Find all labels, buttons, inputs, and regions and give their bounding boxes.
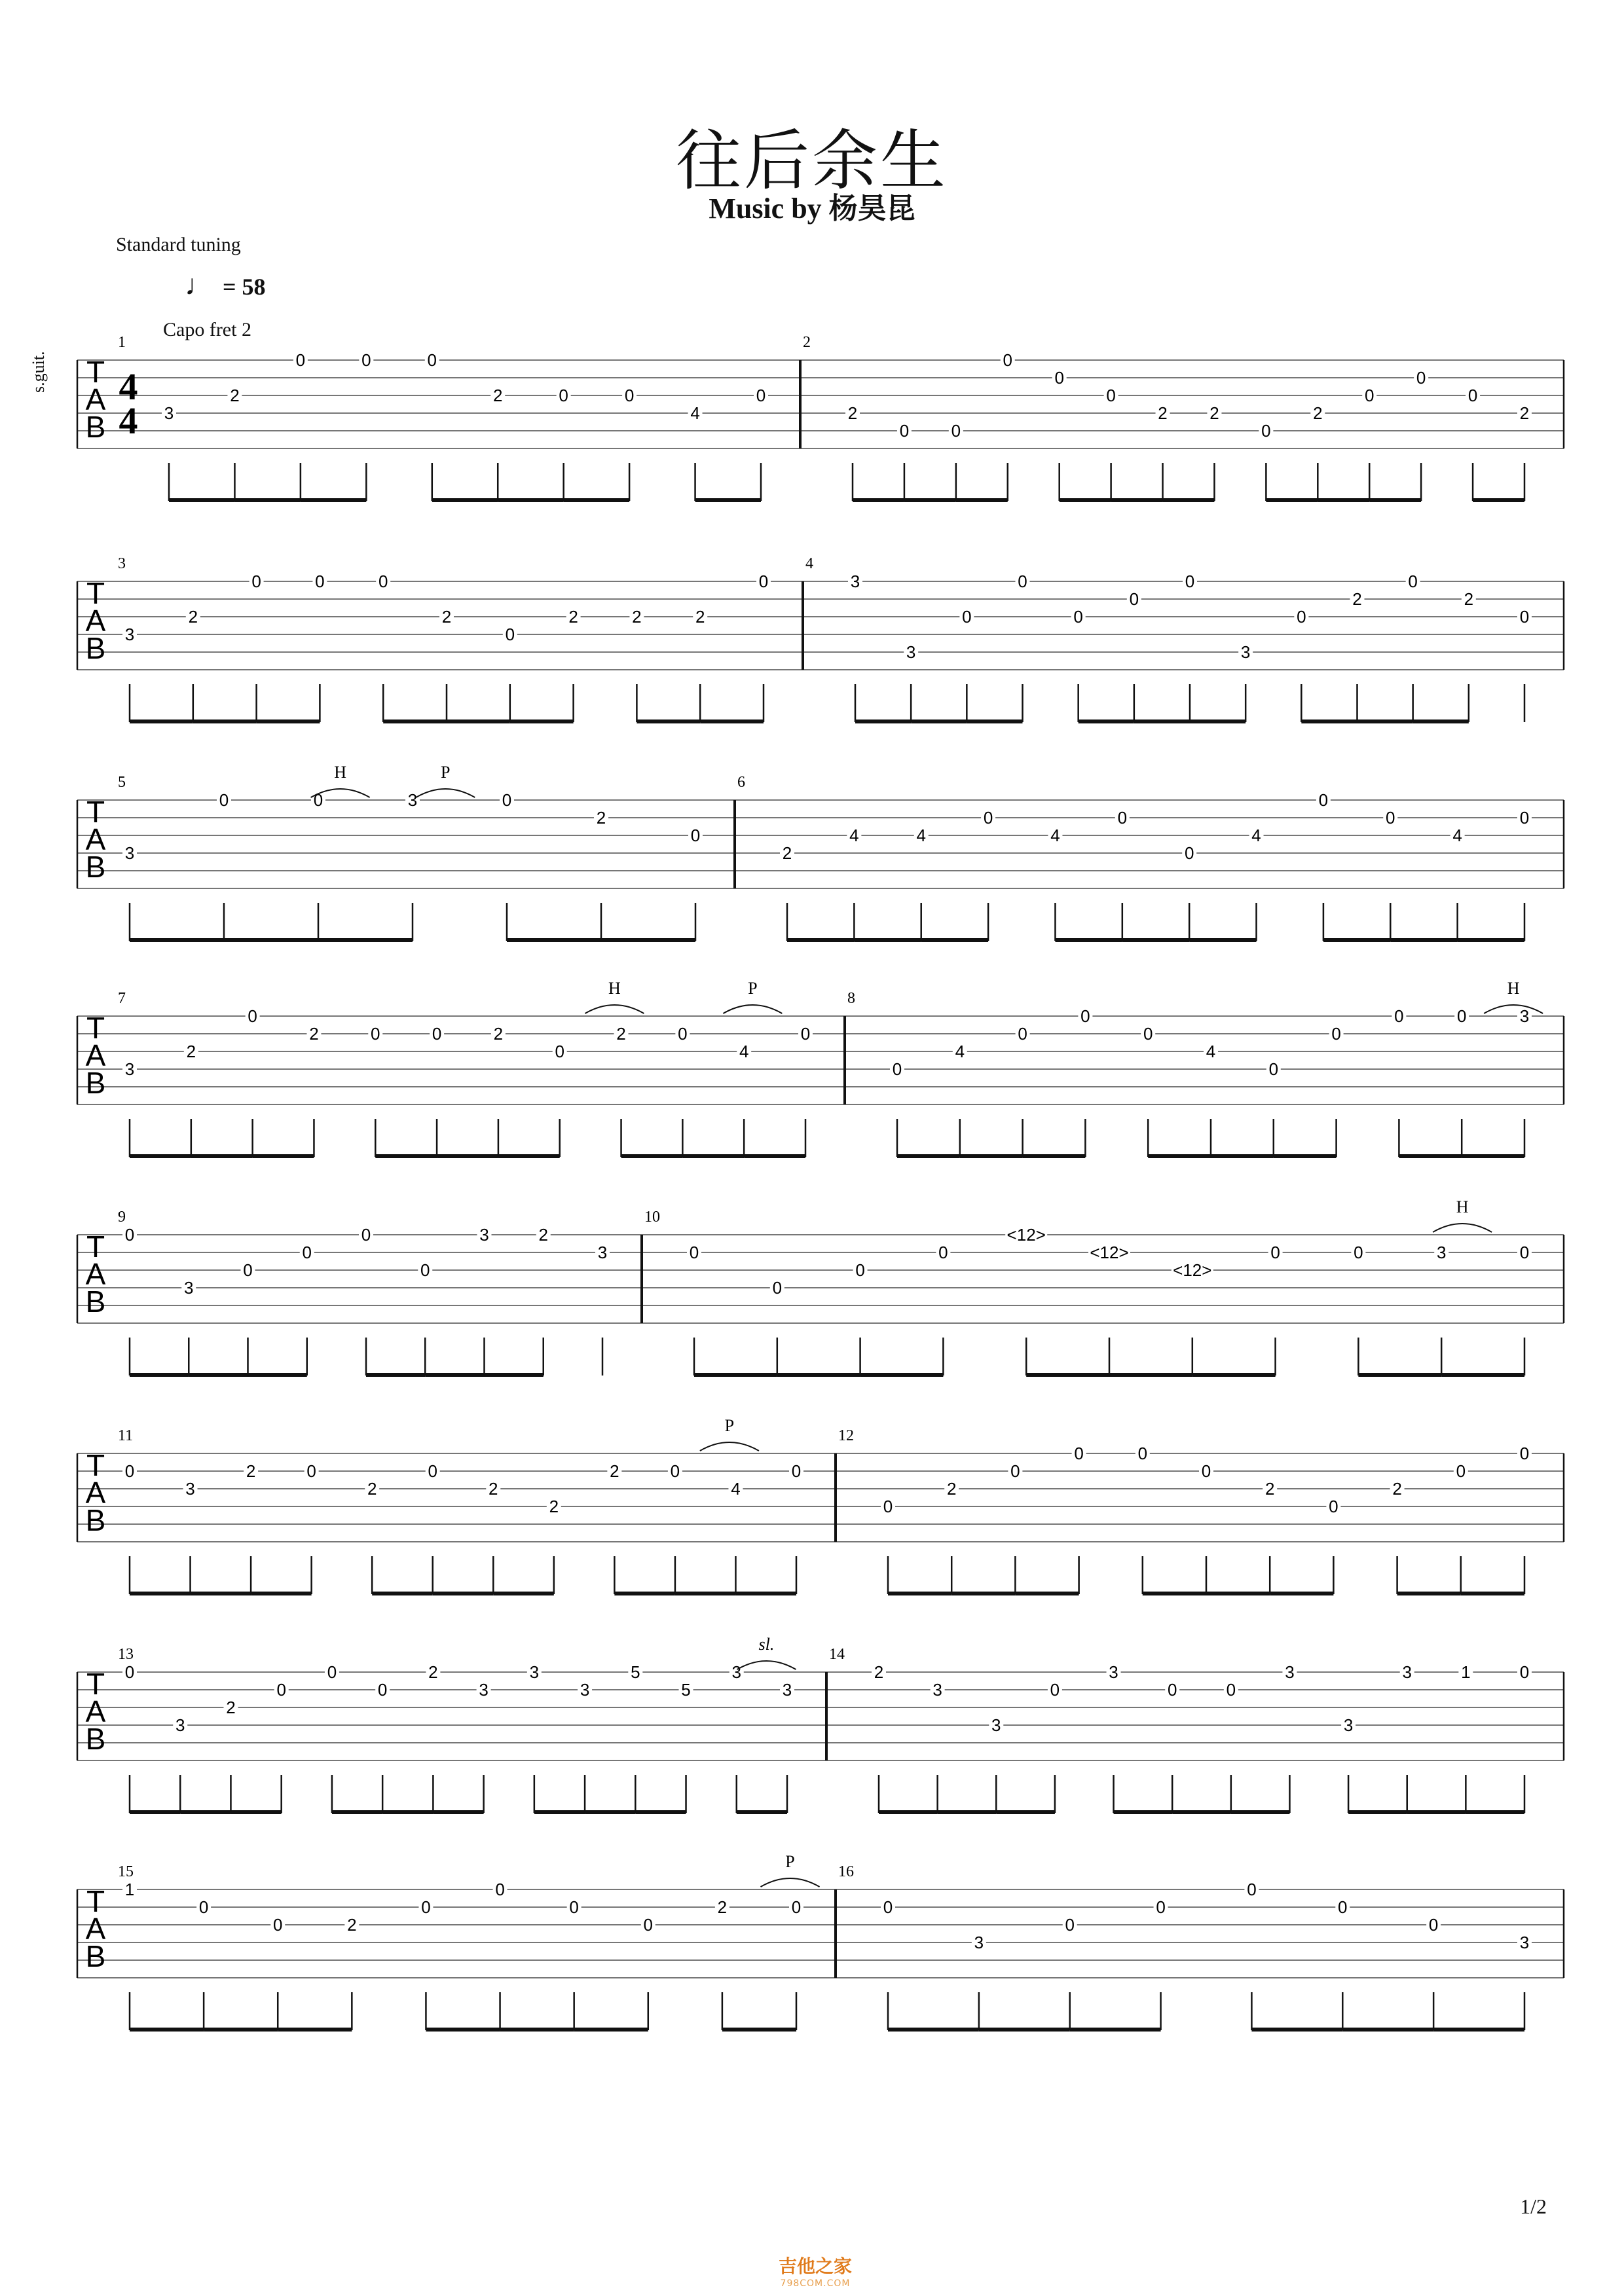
fret-number: 2 [428, 1662, 438, 1682]
fret-number: 0 [1428, 1915, 1439, 1935]
fret-number: 0 [272, 1915, 283, 1935]
fret-number: 0 [1268, 1059, 1279, 1079]
measure-number: 1 [118, 334, 126, 351]
fret-number: 2 [246, 1461, 256, 1481]
fret-number: 0 [962, 607, 972, 627]
fret-number: 3 [124, 843, 135, 863]
fret-number: 0 [1394, 1006, 1404, 1026]
fret-number: 3 [1109, 1662, 1118, 1682]
fret-number: 0 [219, 790, 229, 810]
fret-number: 4 [1206, 1042, 1216, 1061]
fret-number: 0 [1354, 1243, 1363, 1262]
fret-number: 3 [124, 1059, 135, 1079]
measure-number: 3 [118, 555, 126, 572]
technique-marker: H [334, 763, 346, 782]
slur-arc [723, 1005, 782, 1013]
tab-clef-letter: A [85, 1476, 106, 1510]
fret-number: 0 [495, 1880, 505, 1899]
fret-number: 3 [906, 642, 916, 662]
fret-number: 0 [1201, 1461, 1211, 1481]
tab-clef-letter: T [86, 355, 105, 389]
fret-number: 3 [731, 1662, 742, 1682]
fret-number: 2 [489, 1479, 498, 1499]
fret-number: 0 [1018, 1024, 1027, 1044]
fret-number: 3 [597, 1243, 608, 1262]
watermark-subtext: 798COM.COM [780, 2278, 851, 2289]
tab-clef-letter: B [85, 1066, 106, 1100]
fret-number: 0 [951, 421, 961, 441]
fret-number: 0 [313, 790, 323, 810]
tab-clef-letter: A [85, 822, 106, 856]
fret-number: 2 [1519, 403, 1530, 423]
time-signature-digit: 4 [119, 365, 138, 408]
fret-number: 0 [1003, 350, 1013, 370]
fret-number: 2 [309, 1024, 319, 1044]
fret-number: 2 [226, 1698, 236, 1717]
technique-marker: sl. [758, 1635, 775, 1654]
fret-number: 3 [1402, 1662, 1412, 1682]
fret-number: 2 [847, 403, 858, 423]
fret-number: 0 [1329, 1497, 1338, 1516]
fret-number: <12> [1173, 1260, 1212, 1280]
fret-number: 0 [1137, 1444, 1148, 1463]
fret-number: 0 [306, 1461, 316, 1481]
watermark-logo [766, 2252, 864, 2289]
fret-number: 3 [184, 1278, 194, 1298]
tab-clef-letter: B [85, 1503, 106, 1537]
fret-number: 2 [1264, 1479, 1275, 1499]
fret-number: 3 [1285, 1662, 1295, 1682]
measure-number: 4 [805, 555, 813, 572]
fret-number: 0 [1184, 843, 1194, 863]
tab-clef-letter: A [85, 1694, 106, 1728]
fret-number: 3 [580, 1680, 590, 1700]
fret-number: 2 [632, 607, 642, 627]
fret-number: 4 [739, 1042, 749, 1061]
fret-number: 3 [529, 1662, 540, 1682]
fret-number: 0 [983, 808, 993, 828]
fret-number: 0 [420, 1260, 430, 1280]
tab-clef-letter: T [86, 1011, 105, 1045]
fret-number: 5 [681, 1680, 691, 1700]
fret-number: 0 [251, 572, 261, 591]
measure-number: 10 [644, 1209, 660, 1226]
fret-number: 0 [1065, 1915, 1075, 1935]
fret-number: 3 [175, 1715, 185, 1735]
fret-number: 0 [1519, 607, 1530, 627]
tab-clef-letter: A [85, 604, 106, 638]
fret-number: 2 [347, 1915, 357, 1935]
fret-number: 0 [377, 1680, 388, 1700]
fret-number: 0 [1185, 572, 1195, 591]
fret-number: 0 [1364, 386, 1375, 405]
fret-number: 0 [772, 1278, 783, 1298]
fret-number: 3 [164, 403, 174, 423]
fret-number: 0 [1143, 1024, 1153, 1044]
fret-number: 0 [938, 1243, 948, 1262]
measure-number: 8 [847, 990, 855, 1007]
fret-number: 2 [596, 808, 606, 828]
fret-number: <12> [1090, 1243, 1129, 1262]
fret-number: 2 [549, 1497, 559, 1516]
fret-number: 0 [1156, 1897, 1166, 1917]
quarter-note-icon: ♩ [185, 269, 213, 301]
fret-number: 3 [124, 625, 135, 644]
fret-number: 4 [955, 1042, 965, 1061]
fret-number: 2 [874, 1662, 884, 1682]
fret-number: 0 [1519, 808, 1530, 828]
fret-number: 4 [1050, 826, 1060, 845]
tab-clef-letter: B [85, 631, 106, 665]
measure-number: 12 [838, 1427, 854, 1444]
fret-number: 0 [198, 1897, 209, 1917]
fret-number: 2 [492, 386, 503, 405]
fret-number: 0 [892, 1059, 902, 1079]
tab-clef-letter: T [86, 1230, 105, 1264]
tab-clef-letter: B [85, 850, 106, 884]
tab-clef-letter: T [86, 1884, 105, 1918]
tab-clef-letter: A [85, 1038, 106, 1072]
composer-credit: Music by 杨昊昆 [709, 192, 915, 225]
fret-number: 0 [302, 1243, 312, 1262]
fret-number: 0 [1117, 808, 1128, 828]
tab-clef-letter: B [85, 1722, 106, 1756]
tab-clef-letter: T [86, 576, 105, 610]
measure-number: 11 [118, 1427, 134, 1444]
fret-number: 2 [230, 386, 240, 405]
technique-marker: P [724, 1416, 735, 1435]
fret-number: 0 [1073, 607, 1083, 627]
fret-number: 0 [689, 1243, 699, 1262]
capo-label: Capo fret 2 [163, 319, 251, 340]
tab-clef-letter: A [85, 1257, 106, 1291]
fret-number: 0 [1519, 1444, 1530, 1463]
technique-marker: H [1456, 1197, 1469, 1216]
fret-number: 0 [124, 1225, 135, 1245]
fret-number: 0 [295, 350, 306, 370]
fret-number: 2 [1158, 403, 1168, 423]
fret-number: 4 [849, 826, 859, 845]
fret-number: 0 [1456, 1461, 1466, 1481]
instrument-label: s.guit. [29, 351, 48, 393]
fret-number: 2 [367, 1479, 377, 1499]
fret-number: 2 [493, 1024, 504, 1044]
fret-number: 0 [1318, 790, 1329, 810]
fret-number: 3 [932, 1680, 942, 1700]
page-number: 1/2 [1520, 2195, 1547, 2218]
fret-number: 0 [1129, 589, 1139, 609]
fret-number: 2 [441, 607, 452, 627]
fret-number: 0 [421, 1897, 431, 1917]
fret-number: 0 [1467, 386, 1478, 405]
tab-clef-letter: T [86, 1448, 105, 1482]
fret-number: 3 [991, 1715, 1001, 1735]
fret-number: 0 [1270, 1243, 1280, 1262]
slur-arc [585, 1005, 644, 1013]
fret-number: 0 [690, 826, 701, 845]
technique-marker: P [785, 1852, 795, 1871]
fret-number: 2 [186, 1042, 196, 1061]
tab-clef-letter: T [86, 1667, 105, 1701]
fret-number: 2 [538, 1225, 548, 1245]
slur-arc [416, 789, 475, 797]
fret-number: 0 [1054, 368, 1064, 388]
measure-number: 7 [118, 990, 126, 1007]
fret-number: 3 [1343, 1715, 1354, 1735]
tempo-value: = 58 [223, 274, 266, 300]
fret-number: 0 [1331, 1024, 1341, 1044]
fret-number: 0 [899, 421, 910, 441]
technique-marker: H [1507, 979, 1520, 998]
fret-number: 0 [1261, 421, 1271, 441]
fret-number: 3 [479, 1680, 489, 1700]
fret-number: 3 [850, 572, 860, 591]
fret-number: 4 [731, 1479, 741, 1499]
slur-arc [1433, 1224, 1492, 1232]
fret-number: 4 [1251, 826, 1261, 845]
fret-number: 0 [883, 1897, 893, 1917]
fret-number: 0 [1074, 1444, 1084, 1463]
fret-number: 2 [782, 843, 792, 863]
fret-number: 4 [690, 403, 700, 423]
fret-number: 0 [432, 1024, 442, 1044]
fret-number: 2 [1392, 1479, 1402, 1499]
fret-number: 0 [371, 1024, 380, 1044]
fret-number: 0 [1226, 1680, 1236, 1700]
fret-number: 0 [1106, 386, 1116, 405]
fret-number: 0 [791, 1897, 802, 1917]
measure-number: 14 [829, 1646, 845, 1663]
fret-number: 0 [559, 386, 568, 405]
fret-number: 0 [276, 1680, 286, 1700]
fret-number: 0 [1416, 368, 1426, 388]
fret-number: 0 [791, 1461, 802, 1481]
measure-number: 6 [737, 774, 745, 791]
fret-number: 0 [502, 790, 512, 810]
measure-number: 2 [803, 334, 811, 351]
technique-marker: P [441, 763, 451, 782]
fret-number: 0 [756, 386, 766, 405]
fret-number: 2 [1464, 589, 1474, 609]
fret-number: 4 [1452, 826, 1462, 845]
fret-number: 0 [361, 350, 371, 370]
fret-number: 0 [1050, 1680, 1060, 1700]
measure-number: 9 [118, 1209, 126, 1226]
fret-number: 5 [631, 1662, 640, 1682]
fret-number: 0 [361, 1225, 371, 1245]
fret-number: 2 [1209, 403, 1219, 423]
fret-number: 2 [568, 607, 578, 627]
fret-number: 0 [800, 1024, 811, 1044]
tuning-label: Standard tuning [116, 234, 241, 255]
fret-number: 3 [185, 1479, 195, 1499]
fret-number: 0 [427, 350, 437, 370]
fret-number: 1 [124, 1880, 135, 1899]
fret-number: 2 [946, 1479, 957, 1499]
fret-number: 3 [1519, 1006, 1530, 1026]
fret-number: 0 [555, 1042, 564, 1061]
fret-number: <12> [1006, 1225, 1046, 1245]
fret-number: 2 [610, 1461, 619, 1481]
fret-number: 0 [315, 572, 325, 591]
fret-number: 0 [1297, 607, 1306, 627]
fret-number: 3 [1519, 1933, 1530, 1952]
fret-number: 0 [758, 572, 769, 591]
fret-number: 0 [1167, 1680, 1177, 1700]
fret-number: 4 [916, 826, 926, 845]
fret-number: 0 [678, 1024, 688, 1044]
tab-clef-letter: T [86, 795, 105, 829]
fret-number: 1 [1461, 1662, 1471, 1682]
time-signature-digit: 4 [119, 399, 138, 442]
fret-number: 0 [378, 572, 388, 591]
slur-arc [1484, 1005, 1543, 1013]
watermark-text: 吉他之家 [778, 2255, 852, 2277]
slur-arc [700, 1442, 759, 1451]
fret-number: 2 [695, 607, 705, 627]
measure-number: 16 [838, 1863, 854, 1880]
measure-number: 15 [118, 1863, 134, 1880]
fret-number: 0 [1338, 1897, 1348, 1917]
fret-number: 2 [616, 1024, 626, 1044]
fret-number: 3 [1240, 642, 1251, 662]
tab-clef-letter: A [85, 382, 106, 416]
fret-number: 3 [1436, 1243, 1447, 1262]
fret-number: 0 [124, 1461, 135, 1481]
song-title: 往后余生 [676, 122, 948, 199]
fret-number: 3 [782, 1680, 792, 1700]
slur-arc [737, 1661, 796, 1669]
fret-number: 2 [188, 607, 198, 627]
fret-number: 0 [569, 1897, 579, 1917]
technique-marker: H [608, 979, 621, 998]
measure-number: 5 [118, 774, 126, 791]
fret-number: 0 [327, 1662, 337, 1682]
fret-number: 0 [1018, 572, 1027, 591]
tab-clef-letter: B [85, 410, 106, 444]
fret-number: 0 [1247, 1880, 1257, 1899]
fret-number: 0 [855, 1260, 865, 1280]
tab-clef-letter: B [85, 1285, 106, 1319]
fret-number: 0 [1386, 808, 1395, 828]
fret-number: 0 [624, 386, 635, 405]
fret-number: 3 [407, 790, 418, 810]
fret-number: 0 [670, 1461, 680, 1481]
fret-number: 2 [717, 1897, 728, 1917]
tab-clef-letter: A [85, 1912, 106, 1946]
fret-number: 3 [479, 1225, 489, 1245]
fret-number: 0 [243, 1260, 253, 1280]
measure-number: 13 [118, 1646, 134, 1663]
fret-number: 0 [1456, 1006, 1467, 1026]
fret-number: 0 [1408, 572, 1418, 591]
fret-number: 2 [1352, 589, 1362, 609]
fret-number: 0 [883, 1497, 893, 1516]
fret-number: 0 [1010, 1461, 1020, 1481]
fret-number: 0 [124, 1662, 135, 1682]
fret-number: 0 [1080, 1006, 1090, 1026]
fret-number: 3 [974, 1933, 984, 1952]
slur-arc [761, 1878, 820, 1887]
technique-marker: P [748, 979, 758, 998]
fret-number: 0 [248, 1006, 257, 1026]
fret-number: 0 [643, 1915, 654, 1935]
fret-number: 0 [428, 1461, 437, 1481]
fret-number: 0 [1519, 1662, 1530, 1682]
tab-clef-letter: B [85, 1939, 106, 1973]
fret-number: 0 [505, 625, 515, 644]
fret-number: 2 [1313, 403, 1323, 423]
fret-number: 0 [1519, 1243, 1530, 1262]
